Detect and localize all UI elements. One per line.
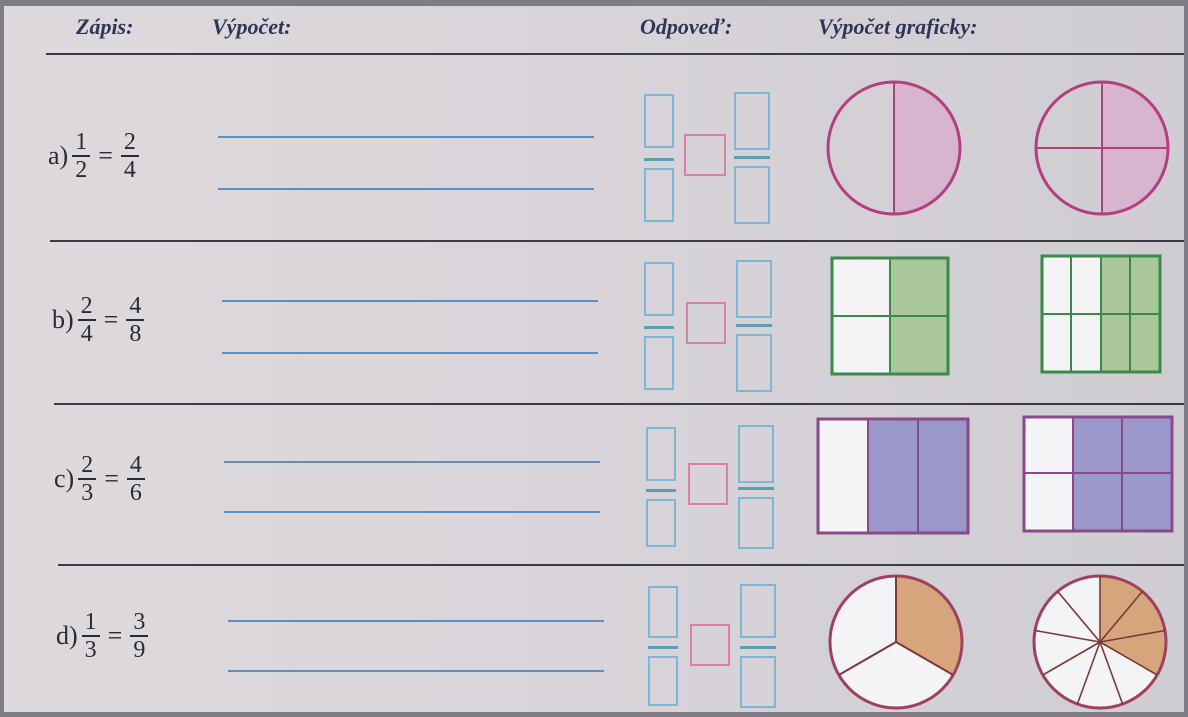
row-letter: a) [48,141,69,170]
square-2x2-diagram [830,256,952,380]
equals-sign: = [107,621,123,650]
numerator: 4 [129,293,142,319]
answer-numerator-box[interactable] [644,262,674,316]
fraction-bar [738,487,774,490]
fraction-left [82,610,100,662]
write-line-1[interactable] [222,300,598,302]
numerator: 1 [84,609,97,635]
fraction-bar [644,158,674,161]
header-vypocet: Výpočet: [212,14,292,39]
fraction-left [78,453,96,505]
denominator: 9 [133,637,146,663]
divider-bc [54,403,1184,405]
answer-denominator-box[interactable] [740,656,776,708]
square-3x2-diagram [1022,415,1176,535]
fraction-equation [52,294,148,346]
write-line-2[interactable] [218,188,594,190]
fraction-right [130,610,148,662]
divider-header [46,53,1184,55]
row-letter: b) [52,305,74,334]
denominator: 6 [129,480,142,506]
answer-numerator-box[interactable] [738,425,774,483]
answer-numerator-box[interactable] [740,584,776,638]
fraction-bar [736,324,772,327]
comparison-sign-box[interactable] [684,134,726,176]
denominator: 3 [84,637,97,663]
numerator: 1 [75,129,88,155]
fraction-bar [734,156,770,159]
denominator: 4 [80,321,93,347]
circle-ninths-diagram [1030,572,1170,712]
answer-denominator-box[interactable] [644,336,674,390]
header-graficky: Výpočet graficky: [818,14,978,39]
fraction-right [126,294,144,346]
answer-denominator-box[interactable] [644,168,674,222]
answer-numerator-box[interactable] [734,92,770,150]
circle-quarters-diagram [1032,78,1172,218]
fraction-equation [56,610,152,662]
fraction-bar [646,489,676,492]
fraction-left [72,130,90,182]
answer-numerator-box[interactable] [644,94,674,148]
numerator: 2 [81,452,94,478]
answer-denominator-box[interactable] [648,656,678,706]
fraction-equation [48,130,143,182]
numerator: 2 [80,293,93,319]
worksheet-page [4,6,1184,712]
numerator: 4 [129,452,142,478]
denominator: 4 [123,157,136,183]
fraction-bar [740,646,776,649]
comparison-sign-box[interactable] [688,463,728,505]
comparison-sign-box[interactable] [690,624,730,666]
circle-halves-diagram [824,78,964,218]
write-line-2[interactable] [222,352,598,354]
write-line-2[interactable] [224,511,600,513]
square-3col-diagram [816,417,972,537]
fraction-left [78,294,96,346]
answer-numerator-box[interactable] [646,427,676,481]
denominator: 3 [81,480,94,506]
denominator: 8 [129,321,142,347]
fraction-right [127,453,145,505]
write-line-1[interactable] [218,136,594,138]
circle-thirds-diagram [826,572,966,712]
comparison-sign-box[interactable] [686,302,726,344]
square-4x2-diagram [1040,254,1164,378]
row-letter: d) [56,621,78,650]
equals-sign: = [98,141,113,170]
numerator: 3 [133,609,146,635]
equals-sign: = [103,305,119,334]
answer-denominator-box[interactable] [736,334,772,392]
write-line-1[interactable] [224,461,600,463]
answer-denominator-box[interactable] [646,499,676,547]
divider-cd [58,564,1184,566]
answer-numerator-box[interactable] [648,586,678,638]
numerator: 2 [123,129,136,155]
divider-ab [50,240,1184,242]
answer-numerator-box[interactable] [736,260,772,318]
header-zapis: Zápis: [76,14,134,39]
denominator: 2 [75,157,88,183]
answer-denominator-box[interactable] [738,497,774,549]
answer-denominator-box[interactable] [734,166,770,224]
fraction-bar [644,326,674,329]
fraction-bar [648,646,678,649]
header-odpoved: Odpoveď: [640,14,733,39]
fraction-right [121,130,139,182]
write-line-2[interactable] [228,670,604,672]
equals-sign: = [104,464,119,493]
write-line-1[interactable] [228,620,604,622]
row-letter: c) [54,464,75,493]
fraction-equation [54,453,149,505]
